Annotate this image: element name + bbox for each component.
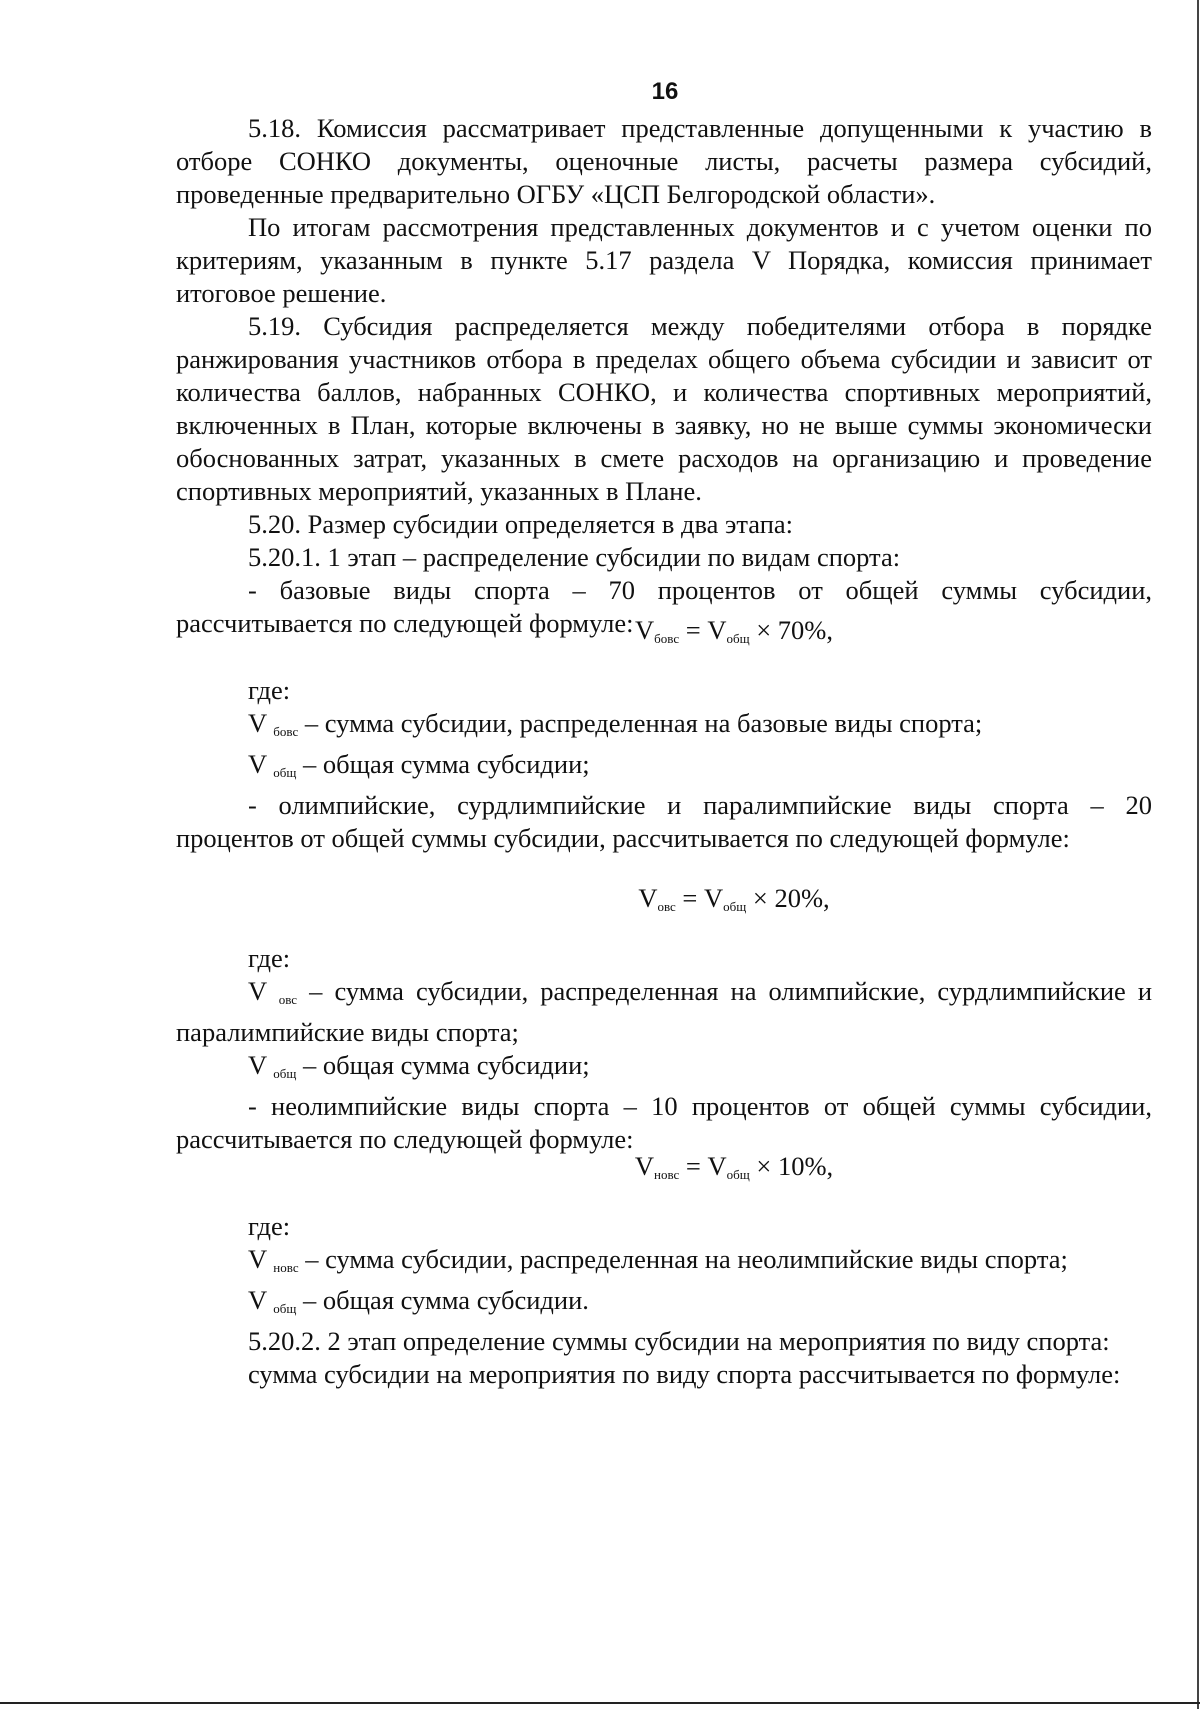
var-v: V (704, 883, 724, 913)
subscript-ovs: овс (657, 899, 676, 914)
para-final-decision: По итогам рассмотрения представленных документов и с учетом оценки по критериям, указанным в пункте 5.17 раздела V Порядка, комиссия принимает итоговое решение. (176, 212, 1152, 308)
definition-v-obsh: V $_{общ}$ – общая сумма субсидии; (248, 1050, 590, 1081)
equals-sign: = (685, 1151, 701, 1181)
percent-value: 20%, (774, 883, 830, 913)
where-label: где: (248, 943, 291, 973)
scan-edge-bottom (0, 1702, 1200, 1704)
definition-v-bovs: V $_{бовс}$ – сумма субсидии, распределенная на базовые виды спорта; (248, 708, 983, 739)
scan-edge-right (1197, 0, 1199, 1709)
var-v: V (707, 1151, 727, 1181)
subscript-obsh: общ (723, 899, 747, 914)
times-sign: × (756, 1151, 772, 1181)
var-v: V (634, 1151, 654, 1181)
percent-value: 10%, (777, 1151, 834, 1181)
subscript-obsh: общ (726, 1167, 750, 1182)
formula-1 (176, 614, 1152, 647)
definition-v-novs: V $_{новс}$ – сумма субсидии, распределенная на неолимпийские виды спорта; (248, 1244, 1068, 1275)
para-base-sports: - базовые виды спорта – 70 процентов от общей суммы субсидии, рассчитывается по следующей формуле: (176, 575, 1152, 638)
para-5-20-1: 5.20.1. 1 этап – распределение субсидии по видам спорта: (248, 542, 901, 572)
where-label: где: (248, 675, 291, 705)
definition-v-obsh: V $_{общ}$ – общая сумма субсидии. (248, 1285, 589, 1316)
para-olympic-sports: - олимпийские, сурдлимпийские и паралимпийские виды спорта – 20 процентов от общей суммы субсидии, рассчитывается по следующей формуле: (176, 790, 1152, 853)
var-v: V (635, 615, 655, 645)
para-non-olympic-sports: - неолимпийские виды спорта – 10 процентов от общей суммы субсидии, рассчитывается по следующей формуле: (176, 1091, 1152, 1154)
where-label: где: (248, 1211, 291, 1241)
definition-v-ovs: V $_{овс}$ – сумма субсидии, распределенная на олимпийские, сурдлимпийские и паралимпийские виды спорта; (176, 976, 1153, 1047)
para-5-20: 5.20. Размер субсидии определяется в два этапа: (248, 509, 793, 539)
definition-v-obsh: V $_{общ}$ – общая сумма субсидии; (248, 749, 590, 780)
subscript-bovs: бовс (654, 631, 680, 646)
times-sign: × (752, 883, 768, 913)
formula-3 (176, 1150, 1152, 1183)
para-formula-intro: сумма субсидии на мероприятия по виду спорта рассчитывается по формуле: (248, 1359, 1121, 1389)
percent-value: 70%, (777, 615, 833, 645)
var-v: V (638, 883, 658, 913)
para-5-18: 5.18. Комиссия рассматривает представленные допущенными к участию в отборе СОНКО документы, оценочные листы, расчеты размера субсидий, проведенные предварительно ОГБУ «ЦСП Белгородской области». (176, 113, 1152, 209)
equals-sign: = (685, 615, 701, 645)
para-5-20-2: 5.20.2. 2 этап определение суммы субсидии на мероприятия по виду спорта: (248, 1326, 1110, 1356)
page-number: 16 (651, 78, 679, 105)
text-block-4 (176, 1210, 1152, 1391)
para-5-19: 5.19. Субсидия распределяется между победителями отбора в порядке ранжирования участников отбора в пределах общего объема субсидии и зависит от количества баллов, набранных СОНКО, и количества спортивных мероприятий, включенных в План, которые включены в заявку, но не выше суммы экономически обоснованных затрат, указанных в смете расходов на организацию и проведение спортивных мероприятий, указанных в Плане. (176, 311, 1152, 506)
formula-2 (176, 882, 1152, 915)
equals-sign: = (682, 883, 698, 913)
subscript-novs: новс (653, 1167, 680, 1182)
var-v: V (707, 615, 727, 645)
text-block-3 (176, 942, 1152, 1156)
text-block-2 (176, 674, 1152, 855)
text-block-1 (176, 112, 1152, 640)
subscript-obsh: общ (726, 631, 750, 646)
times-sign: × (756, 615, 772, 645)
